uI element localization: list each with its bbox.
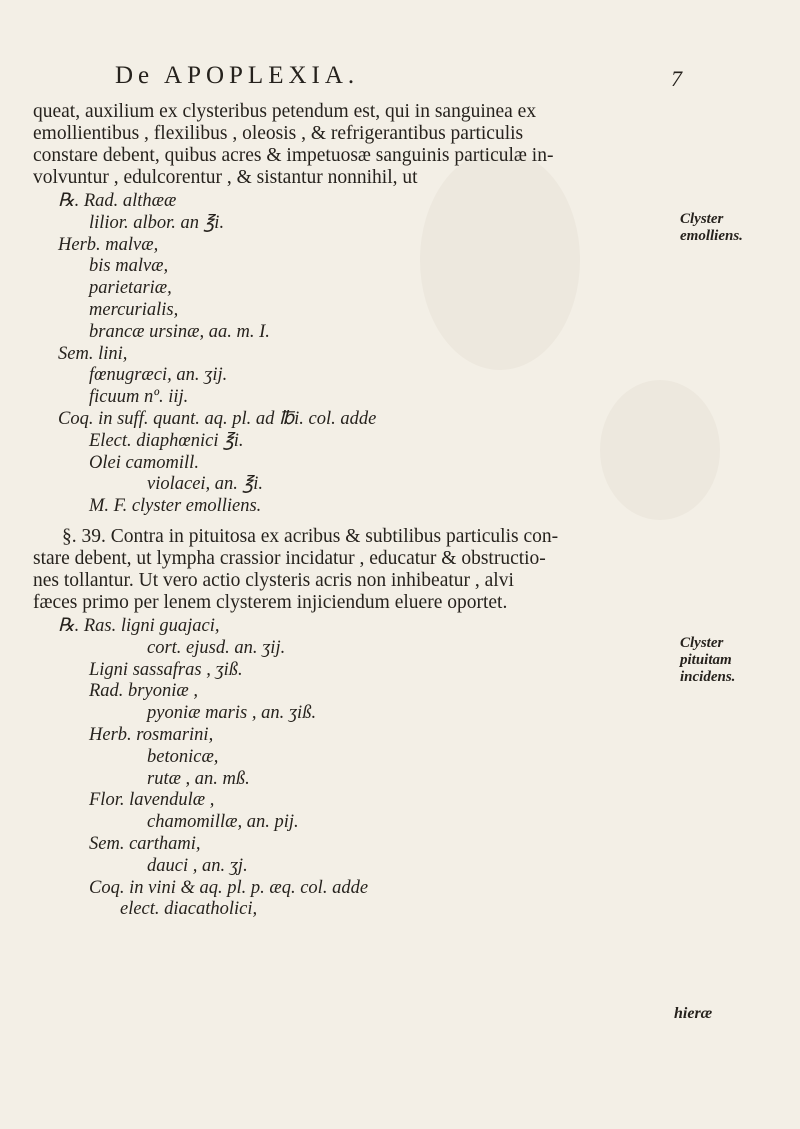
recipe-line: bis malvæ, — [89, 256, 169, 277]
page-number: 7 — [671, 66, 682, 91]
margin-note-line: incidens. — [680, 669, 736, 685]
recipe-line: M. F. clyster emolliens. — [89, 496, 262, 517]
margin-note-2 — [680, 635, 735, 686]
text-line: §. 39. Contra in pituitosa ex acribus & subtilibus particulis con- — [62, 526, 559, 547]
recipe-line: Rad. bryoniæ , — [89, 681, 198, 702]
recipe-line: betonicæ, — [147, 746, 219, 767]
paragraph-1 — [33, 101, 603, 189]
margin-note-line: Clyster — [680, 211, 724, 227]
recipe-2 — [58, 616, 368, 921]
recipe-line: lilior. albor. an ℥i. — [89, 212, 225, 233]
text-line: stare debent, ut lympha crassior incidatur , educatur & obstructio- — [33, 548, 546, 569]
recipe-line: Herb. rosmarini, — [89, 724, 214, 745]
margin-note-line: pituitam — [680, 652, 732, 668]
text-line: fæces primo per lenem clysterem injiciendum eluere oportet. — [33, 592, 508, 613]
recipe-line: mercurialis, — [89, 299, 179, 320]
recipe-line: chamomillæ, an. pij. — [147, 812, 299, 833]
paragraph-2 — [33, 526, 605, 614]
recipe-line: parietariæ, — [89, 278, 172, 299]
recipe-line: Coq. in vini & aq. pl. p. æq. col. adde — [89, 877, 369, 898]
recipe-line: ℞. Rad. althææ — [58, 191, 177, 211]
recipe-line: fœnugræci, an. ʒij. — [89, 365, 228, 386]
page-header — [0, 62, 800, 96]
recipe-line: Sem. lini, — [58, 343, 128, 364]
text-line: queat, auxilium ex clysteribus petendum est, qui in sanguinea ex — [33, 101, 537, 122]
paper-stain — [600, 380, 720, 520]
running-title: De APOPLEXIA. — [115, 62, 360, 89]
recipe-line: Coq. in suff. quant. aq. pl. ad ℔i. col. adde — [58, 408, 377, 429]
recipe-line: pyoniæ maris , an. ʒiß. — [147, 703, 317, 724]
recipe-line: ℞. Ras. ligni guajaci, — [58, 616, 220, 636]
recipe-line: violacei, an. ℥i. — [147, 474, 264, 495]
recipe-line: cort. ejusd. an. ʒij. — [147, 637, 286, 658]
recipe-1 — [58, 191, 376, 518]
recipe-line: Sem. carthami, — [89, 833, 201, 854]
recipe-line: Flor. lavendulæ , — [89, 790, 215, 811]
recipe-line: rutæ , an. mß. — [147, 768, 250, 789]
text-line: volvuntur , edulcorentur , & sistantur nonnihil, ut — [33, 167, 418, 188]
recipe-line: Olei camomill. — [89, 452, 199, 473]
recipe-line: Ligni sassafras , ʒiß. — [89, 659, 243, 680]
recipe-line: Elect. diaphœnici ℥i. — [89, 430, 244, 451]
recipe-line: brancæ ursinæ, aa. m. I. — [89, 321, 270, 342]
text-line: nes tollantur. Ut vero actio clysteris acris non inhibeatur , alvi — [33, 570, 514, 591]
recipe-line: elect. diacatholici, — [120, 899, 258, 920]
text-line: emollientibus , flexilibus , oleosis , & refrigerantibus particulis — [33, 123, 524, 144]
catchword: hieræ — [674, 1005, 713, 1022]
recipe-line: Herb. malvæ, — [58, 234, 159, 255]
recipe-line: ficuum nº. iij. — [89, 387, 189, 408]
text-line: constare debent, quibus acres & impetuosæ sanguinis particulæ in- — [33, 145, 554, 166]
margin-note-line: Clyster — [680, 635, 724, 651]
recipe-line: dauci , an. ʒj. — [147, 855, 248, 876]
margin-note-1 — [680, 211, 743, 245]
margin-note-line: emolliens. — [680, 228, 743, 244]
